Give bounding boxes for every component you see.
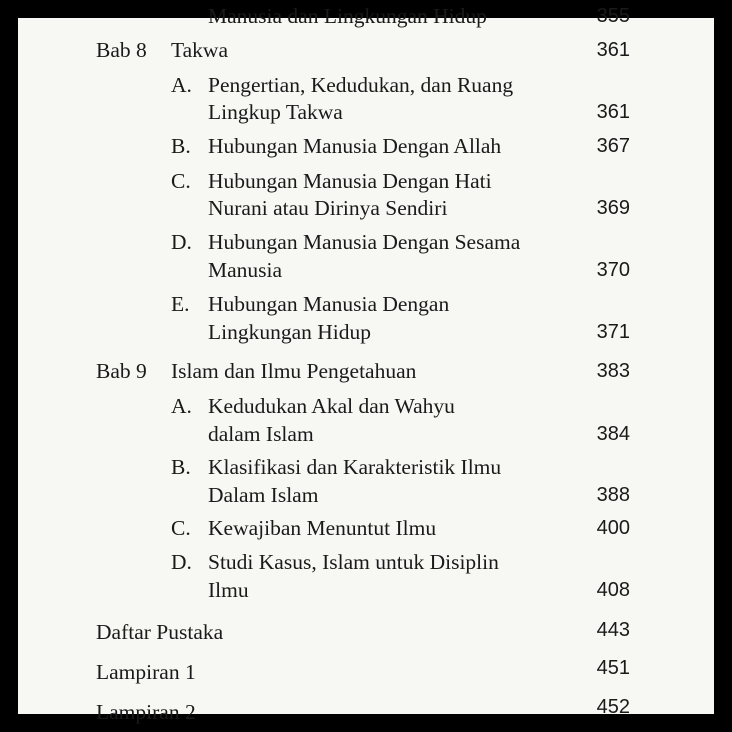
- cutoff-top-page: 355: [596, 5, 630, 27]
- bab9-item-c-letter: C.: [171, 516, 191, 540]
- back-matter-lampiran-1-page: 451: [596, 657, 630, 679]
- bab8-item-e-letter: E.: [171, 292, 190, 316]
- book-page: [18, 4, 714, 724]
- bab9-item-b-letter: B.: [171, 455, 191, 479]
- bab8-item-c-line2: Nurani atau Dirinya Sendiri: [208, 196, 448, 220]
- bab8-item-b-page: 367: [596, 135, 630, 157]
- bab8-title: Takwa: [171, 38, 228, 62]
- bab8-item-d-line1: Hubungan Manusia Dengan Sesama: [208, 230, 521, 254]
- bab8-item-b-line1: Hubungan Manusia Dengan Allah: [208, 134, 502, 158]
- bab9-item-d-letter: D.: [171, 550, 192, 574]
- bab8-item-b-letter: B.: [171, 134, 191, 158]
- bab9-item-d-page: 408: [596, 579, 630, 601]
- cutoff-top-entry: Manusia dan Lingkungan Hidup: [208, 4, 487, 28]
- bab9-item-c-line1: Kewajiban Menuntut Ilmu: [208, 516, 437, 540]
- bab8-label: Bab 8: [96, 38, 147, 62]
- back-matter-lampiran-1: Lampiran 1: [96, 660, 196, 684]
- bab9-item-a-line1: Kedudukan Akal dan Wahyu: [208, 394, 455, 418]
- bab8-item-c-letter: C.: [171, 169, 191, 193]
- bab9-label: Bab 9: [96, 359, 147, 383]
- bab9-item-c-page: 400: [596, 517, 630, 539]
- bab8-item-d-line2: Manusia: [208, 258, 283, 282]
- bab8-item-a-letter: A.: [171, 73, 192, 97]
- back-matter-lampiran-2-page: 452: [596, 696, 630, 718]
- bab8-item-c-page: 369: [596, 197, 630, 219]
- bab8-item-a-line2: Lingkup Takwa: [208, 100, 343, 124]
- back-matter-daftar-pustaka: Daftar Pustaka: [96, 620, 224, 644]
- bab9-title: Islam dan Ilmu Pengetahuan: [171, 359, 417, 383]
- bab8-page: 361: [596, 39, 630, 61]
- bab9-item-b-page: 388: [596, 484, 630, 506]
- bab8-item-e-line1: Hubungan Manusia Dengan: [208, 292, 450, 316]
- bab8-item-c-line1: Hubungan Manusia Dengan Hati: [208, 169, 492, 193]
- bab8-item-a-page: 361: [596, 101, 630, 123]
- bab9-item-a-line2: dalam Islam: [208, 422, 314, 446]
- bab8-item-e-page: 371: [596, 321, 630, 343]
- back-matter-daftar-pustaka-page: 443: [596, 619, 630, 641]
- bab9-item-d-line2: Ilmu: [208, 578, 249, 602]
- bab8-item-d-letter: D.: [171, 230, 192, 254]
- bab9-item-b-line1: Klasifikasi dan Karakteristik Ilmu: [208, 455, 502, 479]
- bab8-item-e-line2: Lingkungan Hidup: [208, 320, 372, 344]
- bab9-item-b-line2: Dalam Islam: [208, 483, 319, 507]
- bab9-item-d-line1: Studi Kasus, Islam untuk Disiplin: [208, 550, 499, 574]
- bab9-item-a-page: 384: [596, 423, 630, 445]
- bab8-item-d-page: 370: [596, 259, 630, 281]
- bab9-item-a-letter: A.: [171, 394, 192, 418]
- back-matter-lampiran-2: Lampiran 2: [96, 700, 196, 724]
- bab8-item-a-line1: Pengertian, Kedudukan, dan Ruang: [208, 73, 514, 97]
- bab9-page: 383: [596, 360, 630, 382]
